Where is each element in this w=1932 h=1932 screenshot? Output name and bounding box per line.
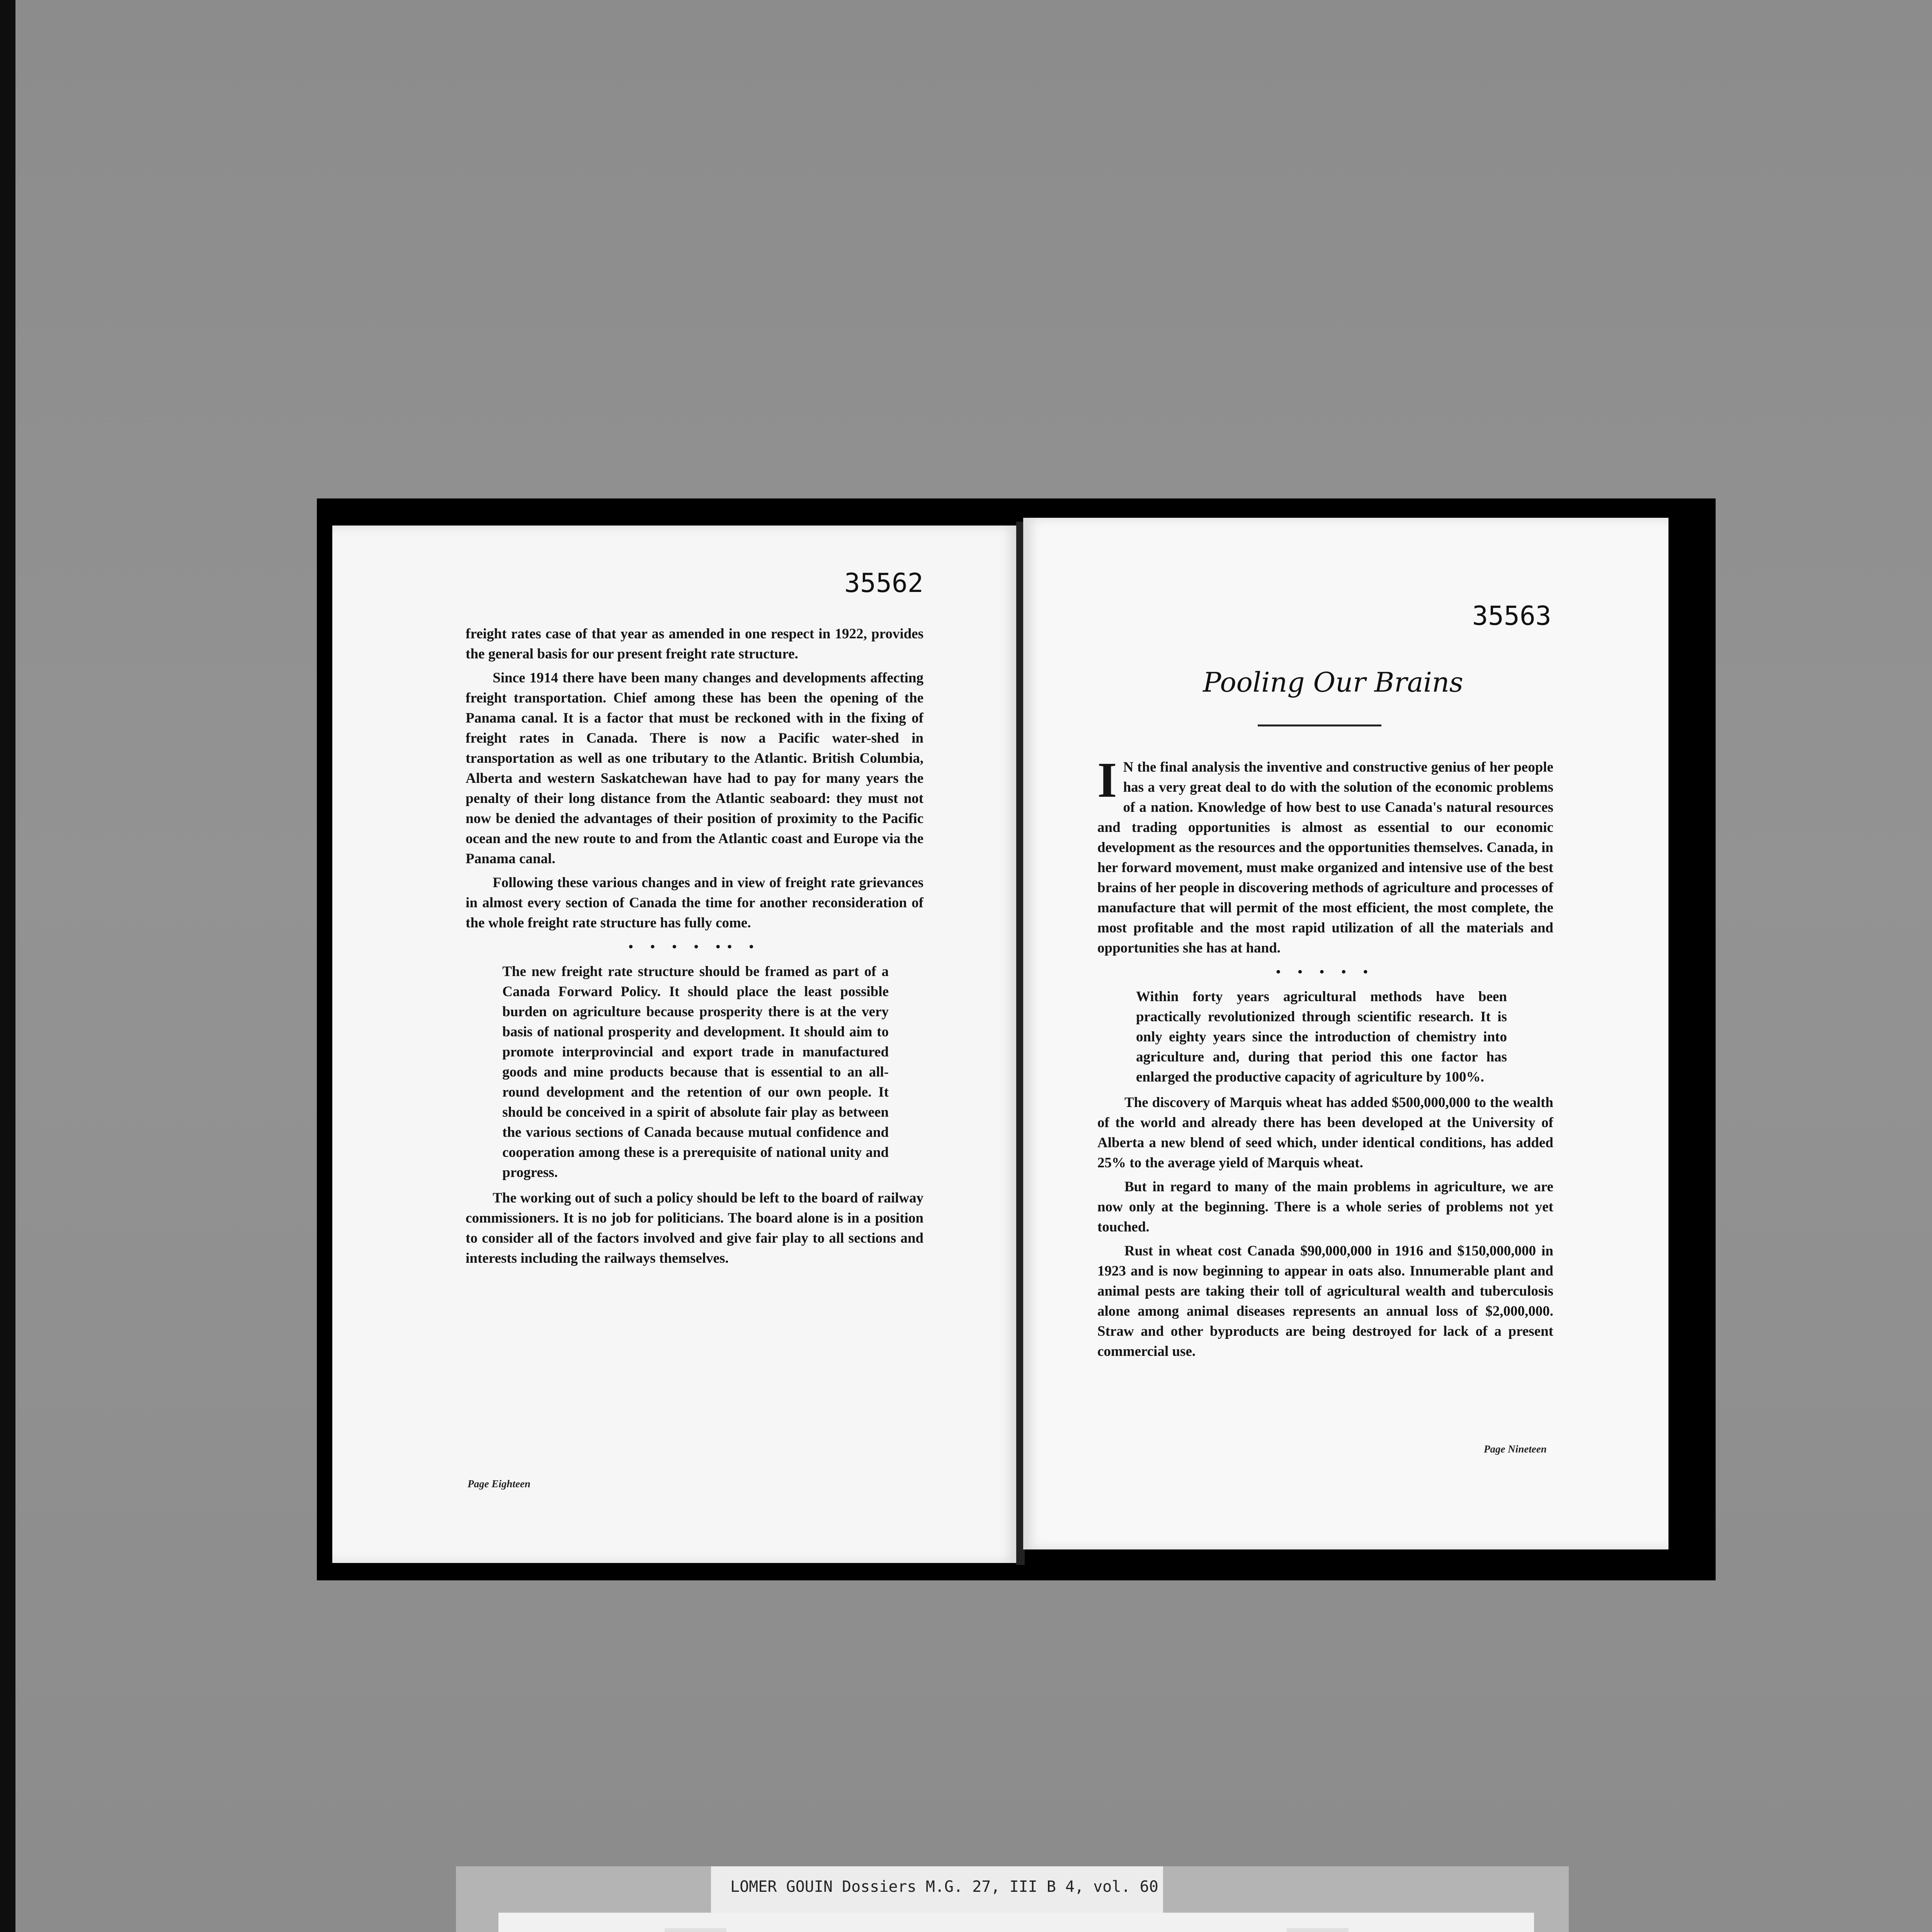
right-page-text [1097, 752, 1553, 1366]
reference-text: LOMER GOUIN Dossiers M.G. 27, III B 4, vol. 60 [730, 1878, 1158, 1896]
title-rule [1258, 724, 1381, 726]
right-paragraph-1: The discovery of Marquis wheat has added $500,000,000 to the wealth of the world and already there has been developed at the University of Alberta a new blend of seed which, under identical conditions, has added 25% to the average yield of Marquis wheat. [1097, 1095, 1553, 1171]
chapter-title: Pooling Our Brains [1203, 667, 1463, 698]
right-folio-number: 35563 [1472, 601, 1551, 631]
left-quote-block: The new freight rate structure should be framed as part of a Canada Forward Policy. It should place the least possible burden on agriculture because prosperity there is at the very basis of national prosperity and development. It should aim to promote interprovincial and export trade in manufactured goods and mine products because that is essential to an all-round development and the retention of our own people. It should be conceived in a spirit of absolute fair play as between the various sections of Canada because mutual confidence and cooperation among these is a prerequisite of national unity and progress. [502, 964, 889, 1180]
left-paragraph-3: Following these various changes and in view of freight rate grievances in almost every section of Canada the time for another reconsideration of the whole freight rate structure has fully come. [466, 875, 923, 931]
right-intro-paragraph [1097, 752, 1553, 958]
left-page-text [466, 624, 923, 1272]
tape-left [665, 1928, 726, 1932]
left-paragraph-2: Since 1914 there have been many changes and developments affecting freight transportation. Chief among these has been the opening of the Panama canal. It is a factor that must be reckoned with in the fixing of freight rates in Canada. There is now a Pacific water-shed in transportation as well as one tributary to the Atlantic. British Columbia, Alberta and western Saskatchewan have had to pay for many years the penalty of their long distance from the Atlantic seaboard: they must not now be denied the advantages of their position of proximity to the Pacific ocean and the new route to and from the Atlantic coast and Europe via the Panama canal. [466, 670, 923, 867]
drop-cap: I [1097, 752, 1117, 808]
left-closing-paragraph: The working out of such a policy should be left to the board of railway commissioners. It is no job for politicians. The board alone is in a position to consider all of the factors involved and give fair play to all sections and interests including the railways themselves. [466, 1190, 923, 1266]
right-intro-text: N the final analysis the inventive and constructive genius of her people has a very great deal to do with the solution of the economic problems of a nation. Knowledge of how best to use Canada's natural resources and trading opportunities is almost as essential to our economic development as the resources and the opportunities themselves. Canada, in her forward movement, must make organized and intensive use of the best brains of her people in discovering methods of agriculture and processes of manufacture that will permit of the most efficient, the most complete, the most profitable and the most rapid utilization of all the materials and opportunities she has at hand. [1097, 759, 1553, 956]
film-edge-left [0, 0, 15, 1932]
right-paragraph-2: But in regard to many of the main problems in agriculture, we are now only at the beginning. There is a whole series of problems not yet touched. [1097, 1179, 1553, 1235]
left-paragraph-1: freight rates case of that year as amended in one respect in 1922, provides the general basis for our present freight rate structure. [466, 626, 923, 662]
tape-right [1287, 1928, 1349, 1932]
right-quote-block: Within forty years agricultural methods have been practically revolutionized through scientific research. It is only eighty years since the introduction of chemistry into agriculture and, during that period this one factor has enlarged the productive capacity of agriculture by 100%. [1136, 989, 1507, 1085]
left-page-footer: Page Eighteen [468, 1478, 531, 1490]
left-folio-number: 35562 [844, 568, 923, 599]
archive-card [498, 1913, 1534, 1932]
right-page-footer: Page Nineteen [1484, 1443, 1547, 1455]
right-section-dots: • • • • • [1276, 965, 1375, 979]
left-section-dots: • • • • •• • [628, 940, 761, 954]
reference-label [711, 1866, 1163, 1913]
right-paragraph-3: Rust in wheat cost Canada $90,000,000 in 1916 and $150,000,000 in 1923 and is now beginning to appear in oats also. Innumerable plant and animal pests are taking their toll of agricultural wealth and tuberculosis alone among animal diseases represents an annual loss of $2,000,000. Straw and other byproducts are being destroyed for lack of a present commercial use. [1097, 1243, 1553, 1359]
